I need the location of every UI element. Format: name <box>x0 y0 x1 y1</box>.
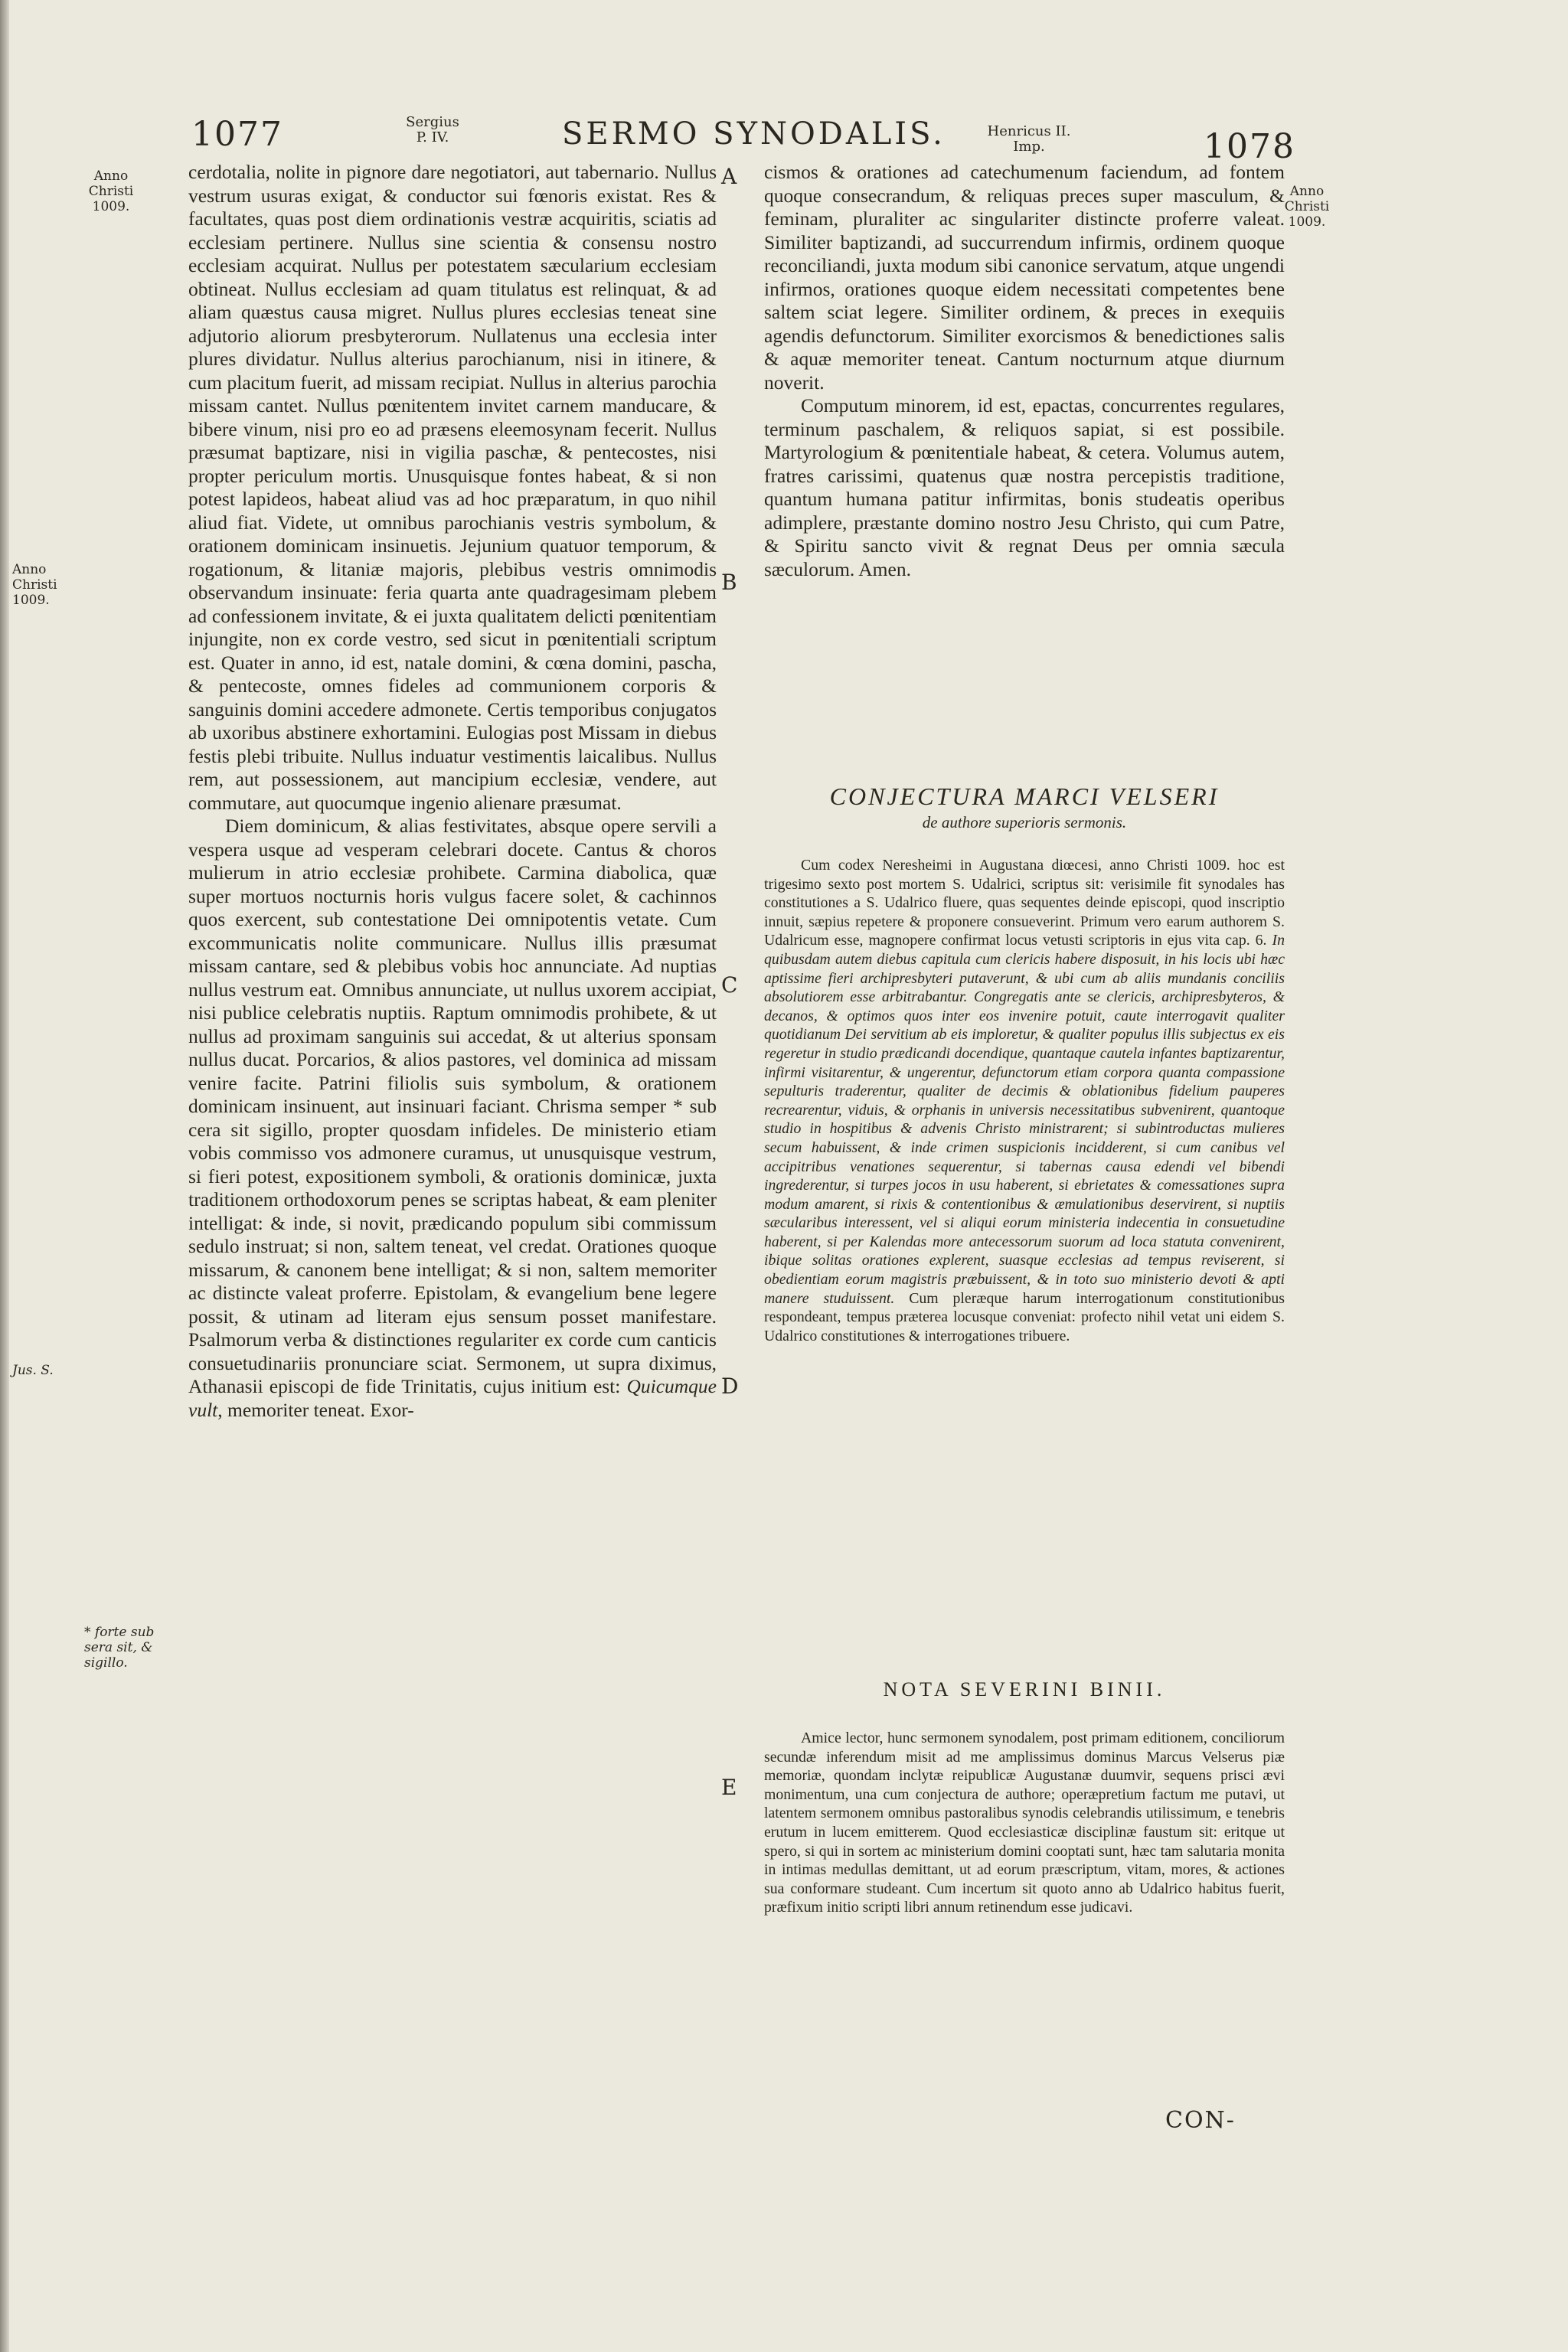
nota-paragraph: Amice lector, hunc sermonem synodalem, post primam editionem, conciliorum secundæ inferendum misit ad me amplissimus dominus Marcus Velserus piæ memoriæ, quondam inclytæ reipublicæ Augustanæ duumvir, sequens prisci ævi monimentum, una cum conjectura de authore; operæpretium factum me putavi, ut latentem sermonem omnibus pastoralibus synodis celebrandis utilissimum, e tenebris erutum in lucem emitterem. Quod ecclesiasticæ disciplinæ faustum sit: eritque ut spero, si qui in sortem ac ministerium domini cooptati sunt, hæc tam salutaria monita in intimas medullas demittant, ut ad eorum præscriptum, vitam, mores, & actiones sua conformare studeant. Cum incertum sit quoto anno ab Udalrico habitus fuerit, præfixum initio scripti libri annum retinendum esse judicavi. <box>764 1730 1285 1916</box>
right-paragraph-2: Computum minorem, id est, epactas, concurrentes regulares, terminum paschalem, & reliquos sapiat, si est possibile. Martyrologium & pœnitentiale habeat, & cetera. Volumus autem, fratres carissimi, quatenus quæ nostra percepistis traditione, quantum humana patitur infirmitas, bonis studeatis operibus adimplere, præstante domino nostro Jesu Christo, qui cum Patre, & Spiritu sancto vivit & regnat Deus per omnia sæcula sæculorum. Amen. <box>764 394 1285 580</box>
left-paragraph-2-text: Diem dominicum, & alias festivitates, absque opere servili a vespera usque ad vesperam celebrari docete. Cantus & choros mulierum in atrio ecclesiæ prohibete. Carmina diabolica, quæ super mortuos nocturnis horis vulgus facere solet, & cachinnos quos exercent, sub contestatione Dei omnipotentis vetate. Cum excommunicatis nolite communicare. Nullus illis præsumat missam cantare, sed & plebibus vobis hoc annunciate. Ad nuptias nullus vestrum eat. Omnibus annunciate, ut nullus uxorem accipiat, nisi publice celebratis nuptiis. Raptum omnimodis prohibete, & ut nullus ad proximam sanguinis sui accedat, & ut alterius sponsam nullus ducat. Porcarios, & alios pastores, vel dominica ad missam venire facite. Patrini filiolis suis symbolum, & orationem dominicam insinuent, aut insinuari faciant. Chrisma semper * sub cera sit sigillo, propter quosdam infideles. De ministerio etiam vobis commisso vos admonere curamus, ut unusquisque vestrum, si fieri potest, expositionem symboli, & orationis dominicæ, juxta traditionem orthodoxorum penes se scriptas habeat, & eam pleniter intelligat: & inde, si novit, prædicando populum sibi commissum sedulo instruat; si non, saltem teneat, vel credat. Orationes quoque missarum, & canonem bene intelligat; & si non, saltem memoriter ac distincte valeat proferre. Epistolam, & evangelium bene legere possit, & utinam ad literam ejus sensum posset manifestare. Psalmorum verba & distinctiones regulariter ex corde cum canticis consuetudinariis pronunciare sciat. Sermonem, ut supra diximus, Athanasii episcopi de fide Trinitatis, cujus initium est: <box>188 815 717 1397</box>
conjectura-paragraph <box>764 856 1285 1345</box>
footnote-line: * forte sub <box>84 1625 155 1640</box>
margin-note-line: Christi <box>88 184 134 199</box>
section-letter-d: D <box>721 1374 739 1399</box>
margin-note-line: 1009. <box>12 593 50 608</box>
margin-note-line: 1009. <box>1288 214 1326 230</box>
right-paragraph-1: cismos & orationes ad catechumenum faciendum, ad fontem quoque consecrandum, & reliquas preces super masculum, & feminam, pluraliter ac singulariter distincte proferre valeat. Similiter baptizandi, ad succurrendum infirmis, ordinem quoque reconciliandi, juxta modum sibi canonice servatum, atque ungendi infirmos, orationes quoque eidem necessitati competentes bene saltem sciat legere. Similiter ordinem, & preces in exequiis agendis defunctorum. Similiter exorcismos & benedictiones salis & aquæ memoriter teneat. Cantum nocturnum atque diurnum noverit. <box>764 161 1285 394</box>
footnote-line: sera sit, & <box>84 1640 153 1655</box>
page-number-right: 1078 <box>1204 127 1295 166</box>
book-gutter-shadow <box>0 0 9 2352</box>
margin-note-line: Anno <box>93 168 129 184</box>
page-number-left: 1077 <box>191 115 283 154</box>
margin-note-line: Anno <box>1289 184 1325 199</box>
margin-note-line: Anno <box>12 562 47 577</box>
section-letter-c: C <box>721 972 738 998</box>
section-letter-b: B <box>721 570 737 595</box>
conjectura-intro: Cum codex Neresheimi in Augustana diœcesi, anno Christi 1009. hoc est trigesimo sexto post mortem S. Udalrici, scriptus sit: verisimile fit synodales has constitutiones a S. Udalrico fluere, quas sequentes deinde episcopi, quod inscriptio innuit, sæpius repetere & proponere consueverint. Primum vero earum authorem S. Udalricum esse, magnopere confirmat locus vetusti scriptoris in ejus vita cap. 6. <box>764 857 1285 949</box>
conjectura-subtitle: de authore superioris sermonis. <box>922 813 1127 831</box>
conjectura-quotation: In quibusdam autem diebus capitula cum clericis habere disposuit, in his locis ubi hæc aptissime fieri archipresbyteri putaverunt, & ubi cum ab aliis mundanis conciliis absolutiorem esse arbitrabantur. Congregatis ante se clericis, archipresbyteros, & decanos, & optimos quos inter eos invenire potuit, caute interrogavit qualiter quotidianum Dei servitium ab eis imploretur, & qualiter populus illis subjectus ex eis regeretur in studio prædicandi docendique, quantaque cautela infantes baptizarentur, infirmi visitarentur, & ungerentur, defunctorum etiam corpora quanta compassione sepulturis traderentur, qualiter de decimis & oblationibus fidelium pauperes recrearentur, viduis, & orphanis in universis necessitatibus subvenirent, quantoque studio in hospitibus & advenis Christo ministrarent; si subintroductas mulieres secum habuissent, & inde crimen suspicionis incidderent, si cum canibus vel accipitribus venationes sequerentur, si tabernas causa edendi vel bibendi ingrederentur, si turpes jocos in usu haberent, si ebrietates & comessationes supra modum amarent, si rixis & contentionibus & æmulationibus deservirent, si nuptiis sæcularibus interessent, vel si aliqui eorum ministeria indecentia in consuetudine haberent, si per Kalendas more antecessorum suorum ad loca statuta convenirent, ibique solitas orationes explerent, suasque ecclesias ad tempus reviserent, si obedientiam eorum magistris præbuissent, & in toto suo ministerio devoti & apti manere studuissent. <box>764 932 1285 1307</box>
nota-body <box>764 1729 1285 1917</box>
running-subhead-left <box>390 115 475 145</box>
margin-note-line: Christi <box>12 577 57 593</box>
left-column <box>188 161 717 1422</box>
subhead-left-line-2: P. IV. <box>416 129 449 145</box>
running-title: SERMO SYNODALIS. <box>562 116 946 152</box>
catchword: CON- <box>1165 2107 1236 2134</box>
subhead-right-line-1: Henricus II. <box>987 123 1071 139</box>
section-letter-e: E <box>721 1775 737 1800</box>
section-letter-a: A <box>721 164 737 189</box>
conjectura-body <box>764 856 1285 1345</box>
margin-note-year-left-top <box>84 168 138 214</box>
margin-note-year-left-mid <box>12 562 58 608</box>
left-paragraph-2-end: , memoriter teneat. Exor- <box>217 1398 414 1421</box>
conjectura-conclusion: Cum pleræque harum interrogationum constitutionibus respondeant, tempus præterea locusque conveniat: profecto nihil vetat uni eidem S. Udalrico constitutiones & interrogationes tribuere. <box>764 1289 1285 1344</box>
book-page <box>9 0 1568 2352</box>
margin-footnote <box>84 1625 184 1671</box>
margin-note-reference: Jus. S. <box>12 1363 54 1378</box>
running-subhead-right <box>968 124 1090 155</box>
margin-note-line: Christi <box>1284 199 1330 214</box>
subhead-right-line-2: Imp. <box>1013 139 1045 155</box>
subhead-left-line-1: Sergius <box>406 114 459 130</box>
margin-note-line: 1009. <box>92 199 130 214</box>
nota-title: NOTA SEVERINI BINII. <box>883 1678 1166 1700</box>
creed-incipit: Quicumque vult <box>188 1375 717 1421</box>
left-paragraph-1: cerdotalia, nolite in pignore dare negotiatori, aut tabernario. Nullus vestrum usuras exigat, & conductor sui fœnoris existat. Res & facultates, quas post diem ordinationis vestræ acquiritis, sciatis ad ecclesiam pertinere. Nullus sine scientia & consensu nostro ecclesiam acquirat. Nullus per potestatem sæcularium ecclesiam obtineat. Nullus ecclesiam ad quam titulatus est relinquat, & ad aliam quæstus causa migret. Nullus plures ecclesias teneat sine adjutorio aliorum presbyterorum. Nullatenus una ecclesia inter plures dividatur. Nullus alterius parochianum, nisi in itinere, & cum placitum fuerit, ad missam recipiat. Nullus in alterius parochia missam cantet. Nullus pœnitentem invitet carnem manducare, & bibere vinum, nisi pro eo ad præsens eleemosynam fecerit. Nullus præsumat baptizare, nisi in vigilia paschæ, & pentecostes, nisi propter periculum mortis. Unusquisque fontes habeat, & si non potest lapideos, habeat aliud vas ad hoc præparatum, in quo nihil aliud fiat. Videte, ut omnibus parochianis vestris symbolum, & orationem dominicam insinuetis. Jejunium quatuor temporum, & rogationum, & litaniæ majoris, plebibus vestris omnimodis observandum insinuate: feria quarta ante quadragesimam plebem ad confessionem invitate, & ei juxta qualitatem delicti pœnitentiam injungite, non ex corde vestro, sed sicut in pœnitentiali scriptum est. Quater in anno, id est, natale domini, & cœna domini, pascha, & pentecoste, omnes fideles ad communionem corporis & sanguinis domini accedere admonete. Certis temporibus conjugatos ab uxoribus abstinere exhortamini. Eulogias post Missam in diebus festis plebi tribuite. Nullus induatur vestimentis laicalibus. Nullus rem, aut possessionem, aut mancipium ecclesiæ, vendere, aut commutare, aut quocumque ingenio alienare præsumat. <box>188 161 717 814</box>
conjectura-title: CONJECTURA MARCI VELSERI <box>829 782 1220 810</box>
left-paragraph-2 <box>188 815 717 1422</box>
footnote-line: sigillo. <box>84 1655 128 1671</box>
right-column-sermon <box>764 161 1285 581</box>
